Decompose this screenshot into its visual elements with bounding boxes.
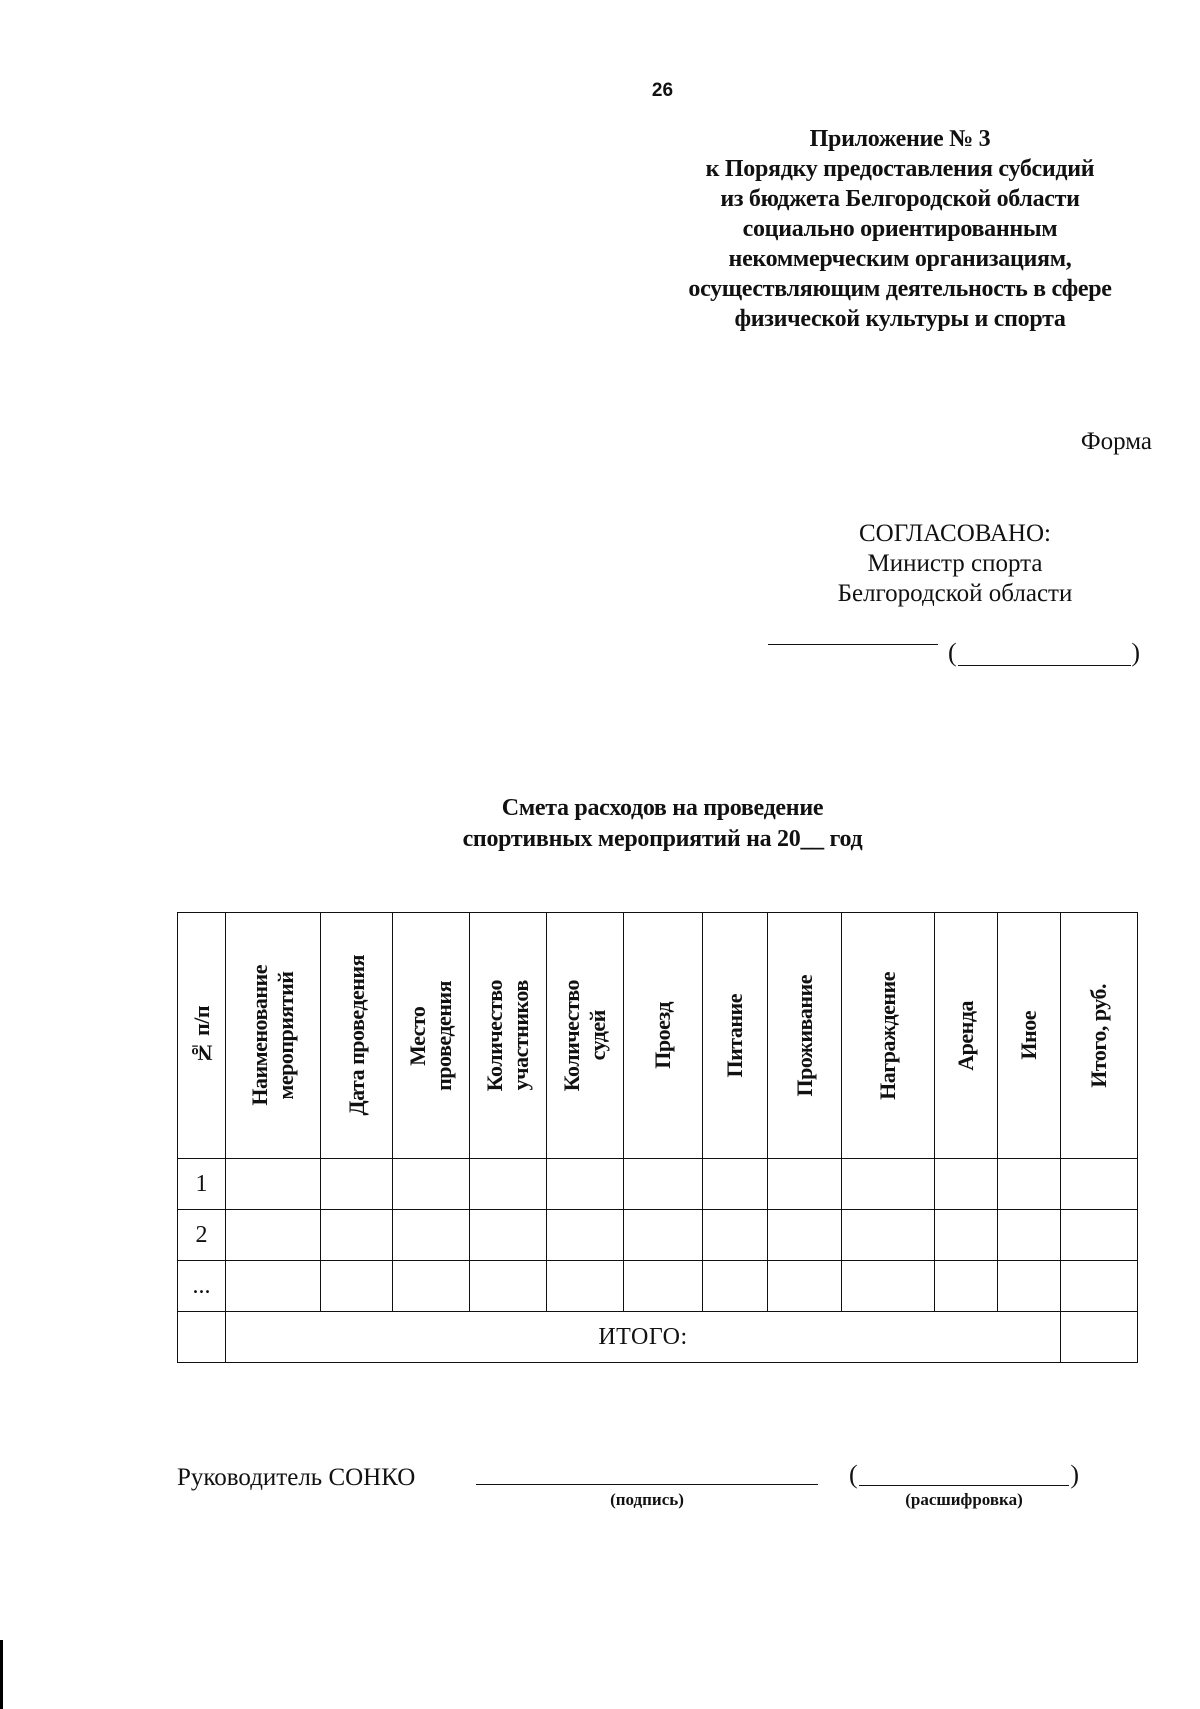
scan-edge-mark	[0, 1640, 3, 1709]
head-name-line	[859, 1485, 1069, 1486]
table-cell[interactable]	[321, 1159, 393, 1210]
head-signature-line[interactable]	[476, 1484, 818, 1485]
minister-name-line	[958, 665, 1131, 666]
table-cell[interactable]	[703, 1210, 768, 1261]
table-cell[interactable]	[547, 1261, 624, 1312]
table-cell[interactable]	[226, 1159, 321, 1210]
table-cell[interactable]	[226, 1261, 321, 1312]
approval-line: Министр спорта	[867, 550, 1043, 577]
table-cell[interactable]	[624, 1210, 703, 1261]
appendix-line: Приложение № 3	[809, 126, 991, 152]
column-header	[703, 913, 768, 1159]
table-row	[178, 1210, 1138, 1261]
table-row	[178, 1261, 1138, 1312]
column-header	[935, 913, 998, 1159]
column-header	[226, 913, 321, 1159]
total-row	[178, 1312, 1138, 1363]
table-cell[interactable]	[842, 1210, 935, 1261]
form-label: Форма	[1080, 428, 1152, 455]
column-header-label: Дата проведения	[343, 955, 369, 1116]
table-cell[interactable]	[624, 1159, 703, 1210]
estimate-title	[0, 793, 1200, 855]
column-header	[624, 913, 703, 1159]
table-cell[interactable]	[768, 1261, 842, 1312]
column-header-label: Количество участников	[482, 979, 533, 1092]
table-cell[interactable]	[935, 1159, 998, 1210]
appendix-line: социально ориентированным	[742, 216, 1058, 242]
total-value-cell[interactable]	[1061, 1312, 1138, 1363]
column-header-label: Иное	[1016, 1011, 1041, 1060]
column-header	[393, 913, 470, 1159]
table-cell[interactable]	[393, 1210, 470, 1261]
approval-line: СОГЛАСОВАНО:	[858, 520, 1051, 547]
approval-block	[780, 519, 1130, 609]
appendix-line: осуществляющим деятельность в сфере	[688, 276, 1112, 302]
close-paren: )	[1070, 1460, 1079, 1489]
table-cell[interactable]	[1061, 1159, 1138, 1210]
column-header	[998, 913, 1061, 1159]
appendix-line: некоммерческим организациям,	[728, 246, 1072, 272]
column-header	[842, 913, 935, 1159]
column-header	[321, 913, 393, 1159]
approval-line: Белгородской области	[837, 580, 1073, 607]
row-number: 1	[178, 1159, 226, 1210]
table-cell[interactable]	[470, 1261, 547, 1312]
estimate-title-line: спортивных мероприятий на 20__ год	[462, 826, 863, 852]
column-header	[178, 913, 226, 1159]
table-cell[interactable]	[998, 1210, 1061, 1261]
total-label: ИТОГО:	[226, 1312, 1061, 1363]
decoding-caption: (расшифровка)	[905, 1490, 1023, 1509]
row-number: ...	[178, 1261, 226, 1312]
table-cell[interactable]	[547, 1210, 624, 1261]
open-paren: (	[849, 1460, 858, 1489]
estimate-table	[177, 912, 1138, 1363]
table-cell[interactable]	[842, 1261, 935, 1312]
column-header-label: Количество судей	[559, 979, 610, 1092]
column-header-label: № п/п	[188, 1005, 214, 1066]
table-cell[interactable]	[470, 1210, 547, 1261]
table-cell[interactable]	[1061, 1210, 1138, 1261]
table-cell[interactable]	[624, 1261, 703, 1312]
column-header-label: Проживание	[791, 974, 817, 1097]
table-cell[interactable]	[547, 1159, 624, 1210]
column-header	[768, 913, 842, 1159]
page-number: 26	[651, 80, 674, 101]
column-header	[1061, 913, 1138, 1159]
total-row-num-cell	[178, 1312, 226, 1363]
column-header-label: Награждение	[875, 971, 900, 1100]
appendix-line: физической культуры и спорта	[734, 306, 1066, 332]
column-header-label: Итого, руб.	[1086, 983, 1111, 1088]
head-of-organization-label: Руководитель СОНКО	[177, 1464, 416, 1491]
appendix-line: к Порядку предоставления субсидий	[705, 156, 1095, 182]
table-cell[interactable]	[226, 1210, 321, 1261]
table-header-row	[178, 913, 1138, 1159]
table-cell[interactable]	[703, 1159, 768, 1210]
column-header-label: Наименование мероприятий	[247, 965, 298, 1106]
estimate-title-line: Смета расходов на проведение	[501, 795, 824, 821]
table-cell[interactable]	[703, 1261, 768, 1312]
table-cell[interactable]	[842, 1159, 935, 1210]
table-cell[interactable]	[998, 1261, 1061, 1312]
table-cell[interactable]	[998, 1159, 1061, 1210]
table-cell[interactable]	[935, 1210, 998, 1261]
table-cell[interactable]	[393, 1159, 470, 1210]
appendix-line: из бюджета Белгородской области	[720, 186, 1080, 212]
table-cell[interactable]	[321, 1210, 393, 1261]
minister-signature-line	[768, 644, 938, 645]
table-cell[interactable]	[1061, 1261, 1138, 1312]
column-header-label: Аренда	[953, 1000, 978, 1071]
table-cell[interactable]	[768, 1159, 842, 1210]
row-number: 2	[178, 1210, 226, 1261]
signature-caption: (подпись)	[610, 1490, 684, 1509]
table-cell[interactable]	[393, 1261, 470, 1312]
column-header-label: Питание	[722, 993, 747, 1078]
column-header-label: Проезд	[650, 1002, 675, 1069]
table-cell[interactable]	[935, 1261, 998, 1312]
close-paren: )	[1131, 638, 1140, 667]
appendix-header	[640, 124, 1160, 334]
column-header	[470, 913, 547, 1159]
table-cell[interactable]	[321, 1261, 393, 1312]
table-cell[interactable]	[470, 1159, 547, 1210]
column-header	[547, 913, 624, 1159]
open-paren: (	[948, 638, 957, 667]
table-cell[interactable]	[768, 1210, 842, 1261]
table-row	[178, 1159, 1138, 1210]
column-header-label: Место проведения	[405, 980, 456, 1091]
